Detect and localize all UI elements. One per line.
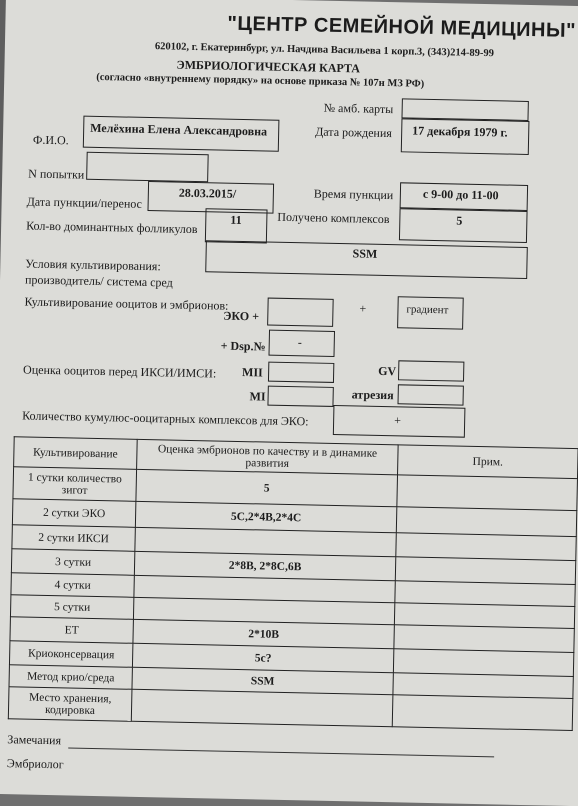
header-cultivation: Культивирование [14,437,138,470]
card-title: ЭМБРИОЛОГИЧЕСКАЯ КАРТА [176,57,361,76]
row-label: 1 сутки количество зигот [13,467,137,502]
row-label: Криоконсервация [9,641,132,668]
card-subtitle: (согласно «внутреннему порядку» на основе приказа № 107н МЗ РФ) [96,71,425,90]
conditions-value: SSM [352,246,378,261]
fio-value: Мелёхина Елена Александровна [90,120,268,139]
dominant-follicles-value: 11 [230,212,242,227]
atresia-label: атрезия [351,387,394,403]
cumulus-value: + [394,413,402,428]
attempt-field[interactable] [86,152,209,183]
dsp-value: - [297,335,302,350]
cultivation-table [8,436,578,731]
dsp-field[interactable] [268,330,335,357]
row-value[interactable]: 2*10B [133,619,394,648]
mii-label: MII [241,365,263,380]
fio-label: Ф.И.О. [32,132,69,148]
conditions-label-2: производитель/ система сред [24,272,173,290]
attempt-label: N попытки [28,166,85,182]
row-label: 2 сутки ИКСИ [12,525,135,552]
amb-card-field[interactable] [401,98,528,121]
birth-date-label: Дата рождения [315,124,393,141]
clinic-address: 620102, г. Екатеринбург, ул. Начдива Васильева 1 корп.3, (343)214-89-99 [154,41,495,60]
row-value[interactable]: 5 [136,469,398,506]
row-label: 2 сутки ЭКО [12,499,136,528]
birth-date-field[interactable] [401,118,530,155]
row-label: ET [10,617,133,644]
row-value[interactable]: SSM [132,667,393,694]
conditions-label-1: Условия культивирования: [25,256,161,274]
mi-label: MI [249,389,266,404]
atresia-field[interactable] [397,384,463,405]
row-label: 3 сутки [11,549,134,576]
row-note[interactable] [392,695,573,731]
embryologist-label: Эмбриолог [6,756,64,772]
gv-label: GV [378,363,397,379]
dominant-follicles-label: Кол-во доминантных фолликулов [26,218,198,237]
puncture-date-label: Дата пункции/перенос [26,194,143,211]
complexes-label: Получено комплексов [277,209,390,227]
cumulus-label: Количество кумулюс-ооцитарных комплексов для ЭКО: [22,408,309,429]
row-note[interactable] [396,507,577,537]
mii-field[interactable] [268,362,334,383]
row-value[interactable] [131,689,393,726]
row-note[interactable] [397,475,578,511]
amb-card-label: № амб. карты [323,100,394,117]
dominant-follicles-field[interactable] [205,208,268,243]
oocyte-eval-label: Оценка ооцитов перед ИКСИ/ИМСИ: [22,362,217,381]
cultivation-label: Культивирование ооцитов и эмбрионов: [24,294,229,313]
gradient-field[interactable] [397,296,464,329]
row-value[interactable]: 5C,2*4B,2*4C [135,501,396,532]
eco-field[interactable] [267,298,334,327]
row-label: 4 сутки [11,573,134,598]
remarks-line[interactable] [68,747,494,757]
puncture-time-label: Время пункции [313,186,394,203]
conditions-field[interactable] [205,240,528,279]
complexes-field[interactable] [399,208,528,243]
plus-sign: + [359,301,367,316]
header-evaluation: Оценка эмбрионов по качеству и в динамике развития [137,439,399,474]
gv-field[interactable] [398,360,464,381]
mi-field[interactable] [267,386,333,407]
row-label: Метод крио/среда [9,665,132,690]
remarks-label: Замечания [7,732,62,748]
row-label: Место хранения, кодировка [8,687,132,722]
header-note: Прим. [398,445,578,479]
dsp-label: + Dsp.№ [220,338,266,354]
gradient-value: градиент [406,303,449,317]
complexes-value: 5 [456,213,463,228]
row-value[interactable]: 2*8B, 2*8C,6B [134,551,395,580]
puncture-date-value: 28.03.2015/ [178,185,237,201]
eco-label: ЭКО + [223,308,260,324]
birth-date-value: 17 декабря 1979 г. [412,123,508,140]
row-value[interactable]: 5c? [132,643,393,672]
row-label: 5 сутки [10,595,133,620]
clinic-name: "ЦЕНТР СЕМЕЙНОЙ МЕДИЦИНЫ" [227,12,577,42]
puncture-time-field[interactable] [400,182,529,211]
fio-field[interactable] [83,116,280,152]
puncture-time-value: с 9-00 до 11-00 [422,186,499,203]
cumulus-field[interactable] [333,405,466,438]
